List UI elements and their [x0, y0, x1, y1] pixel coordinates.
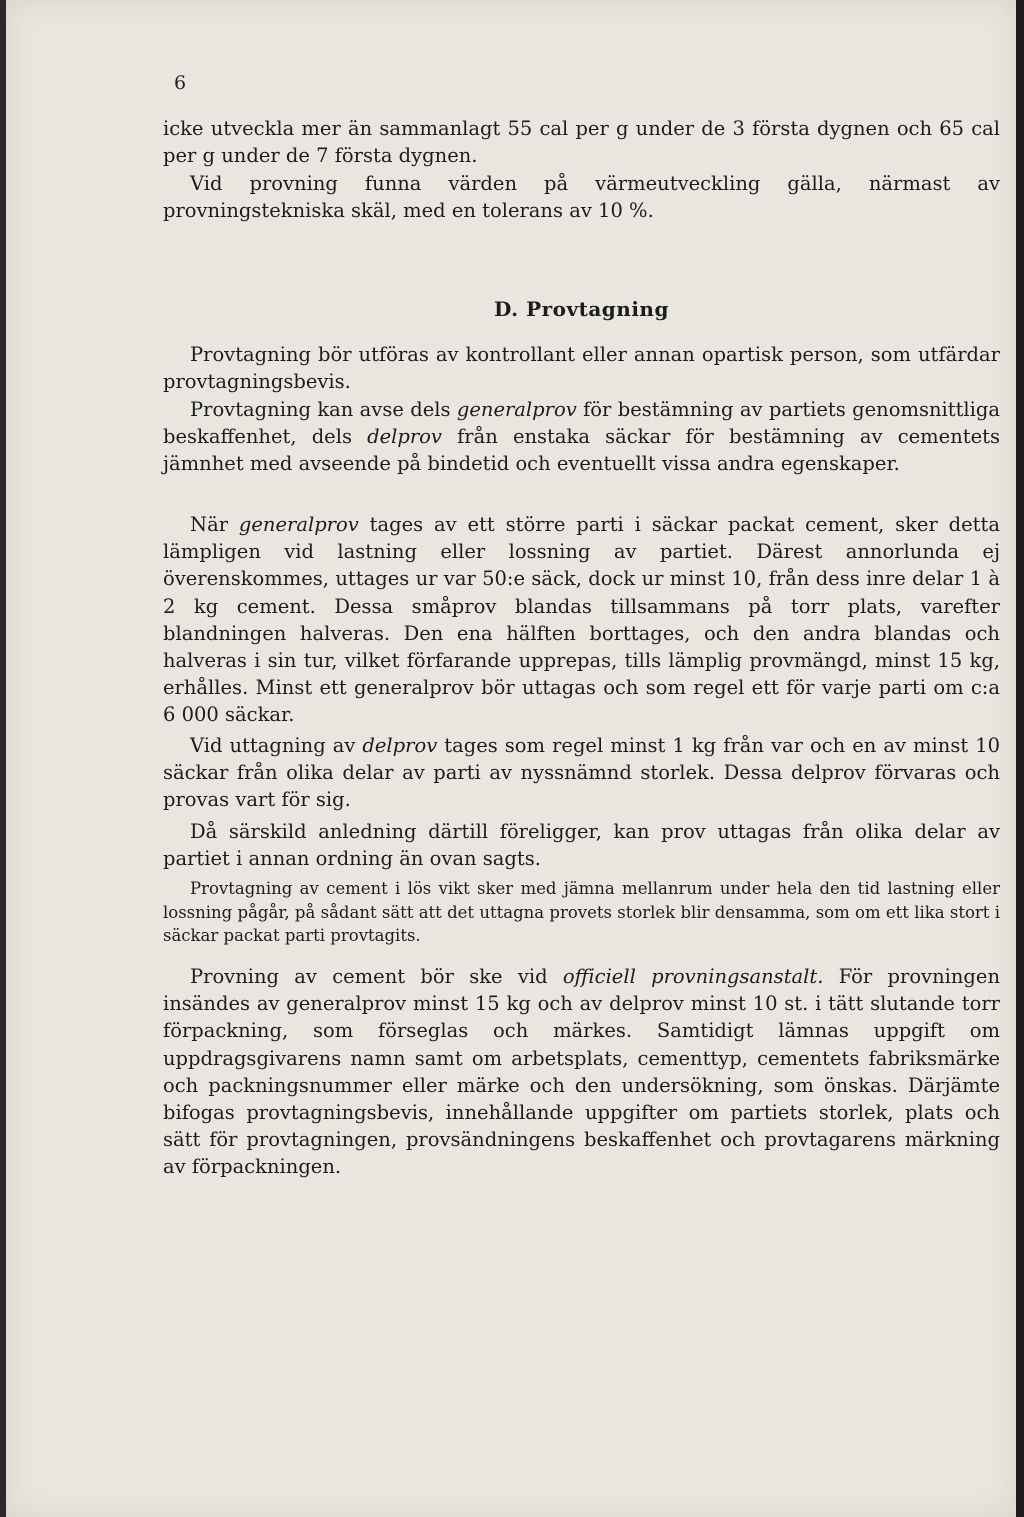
- body-paragraph-1: Provtagning bör utföras av kontrollant eller annan opartisk person, som utfärdar provtagningsbevis.: [163, 343, 1000, 394]
- text-run: Provning av cement bör ske vid: [190, 965, 563, 988]
- section-heading: D. Provtagning: [494, 297, 669, 321]
- emphasis-delprov: delprov: [367, 425, 442, 449]
- text-run: För provningen insändes av generalprov minst 15 kg och av delprov minst 10 st. i tätt slutande torr förpackning, som förseglas och märkes. Samtidigt lämnas uppgift om uppdragsgivarens namn samt om arbetsplats, cementtyp, cementets fabriksmärke och packningsnummer eller märke och den undersökning, som önskas. Därjämte bifogas provtagningsbevis, innehållande uppgifter om partiets storlek, plats och sätt för provtagningen, provsändningens beskaffenhet och provtagarens märkning av förpackningen.: [163, 965, 1001, 1179]
- body-paragraph-5: Då särskild anledning därtill föreligger, kan prov uttagas från olika delar av partiet i annan ordning än ovan sagts.: [163, 820, 1000, 871]
- body-paragraph-2: [163, 396, 1000, 478]
- scan-edge: [1016, 0, 1024, 1517]
- body-paragraph-4: [163, 732, 1000, 814]
- text-run: för bestämning av partiets genomsnittliga beskaffenhet, dels: [163, 398, 1000, 449]
- text-run: tages som regel minst 1 kg från var och en av minst 10 säckar från olika delar av parti av nyssnämnd storlek. Dessa delprov förvaras och provas vart för sig.: [163, 734, 1001, 812]
- body-paragraph-3: [163, 511, 1000, 729]
- emphasis-generalprov: generalprov: [238, 513, 359, 536]
- intro-paragraph-1: icke utveckla mer än sammanlagt 55 cal per g under de 3 första dygnen och 65 cal per g under de 7 första dygnen.: [163, 117, 1000, 168]
- emphasis-delprov: delprov: [362, 734, 438, 757]
- emphasis-provningsanstalt: officiell provningsanstalt.: [562, 965, 824, 988]
- small-print-paragraph: Provtagning av cement i lös vikt sker med jämna mellanrum under hela den tid lastning eller lossning pågår, på sådant sätt att det uttagna provets storlek blir densamma, som om ett lika stort i säckar packat parti provtagits.: [163, 879, 1000, 945]
- intro-paragraph-2: Vid provning funna värden på värmeutveckling gälla, närmast av provningstekniska skäl, med en tolerans av 10 %.: [163, 172, 1000, 223]
- text-run: från enstaka säckar för bestämning av cementets jämnhet med avseende på bindetid och eventuellt vissa andra egenskaper.: [163, 425, 1000, 476]
- text-run: När: [190, 513, 239, 536]
- page-number: 6: [174, 72, 187, 94]
- body-paragraph-7: [163, 963, 1000, 1181]
- text-run: tages av ett större parti i säckar packat cement, sker detta lämpligen vid lastning eller lossning av partiet. Därest annorlunda ej överenskommes, uttages ur var 50:e säck, dock ur minst 10, från dess inre delar 1 à 2 kg cement. Dessa småprov blandas tillsammans på torr plats, varefter blandningen halveras. Den ena hälften borttages, och den andra blandas och halveras i sin tur, vilket förfarande upprepas, tills lämplig provmängd, minst 15 kg, erhålles. Minst ett generalprov bör uttagas och som regel ett för varje parti om c:a 6 000 säckar.: [163, 513, 1000, 727]
- text-run: Provtagning kan avse dels: [190, 398, 457, 421]
- text-run: Vid uttagning av: [190, 734, 363, 757]
- emphasis-generalprov: generalprov: [456, 398, 577, 421]
